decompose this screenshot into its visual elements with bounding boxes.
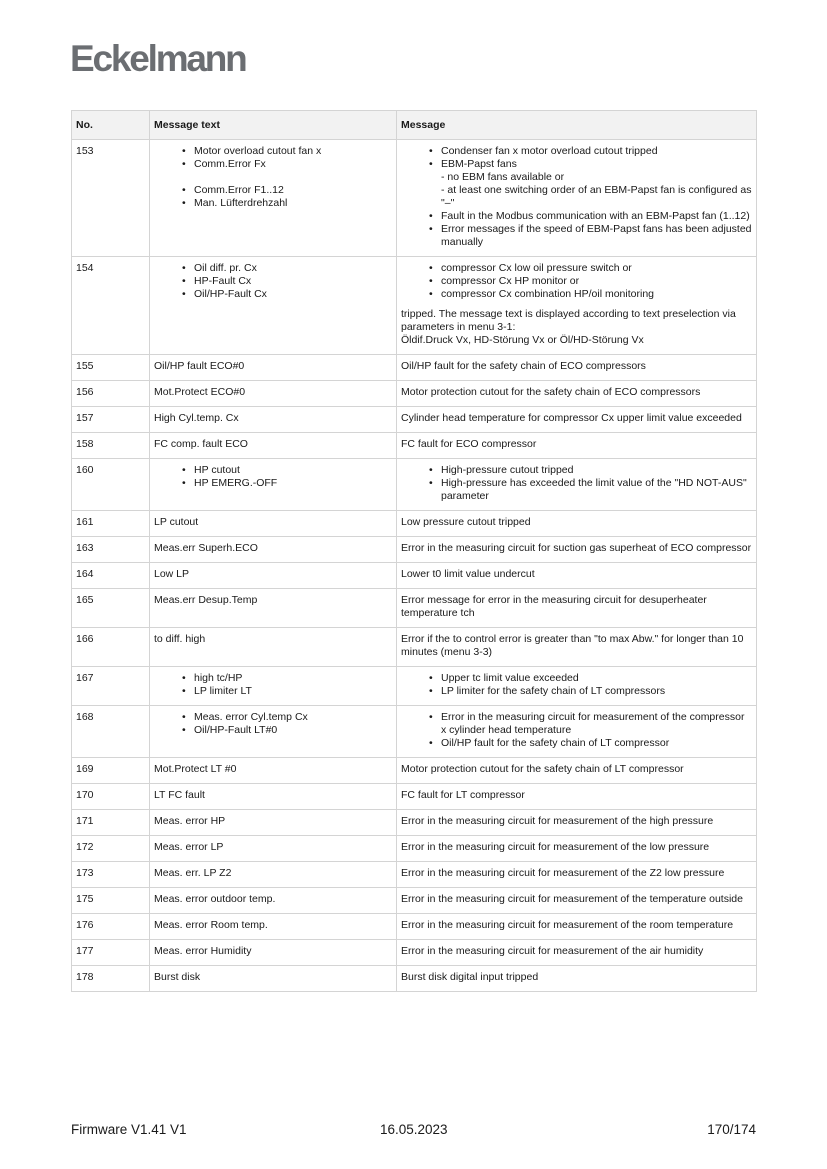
row-message-text: High Cyl.temp. Cx	[150, 407, 397, 433]
row-message-text: Meas. error Humidity	[150, 940, 397, 966]
list-item: • Oil/HP fault for the safety chain of LT compressor	[441, 737, 752, 750]
row-message	[397, 706, 757, 758]
row-message-text: FC comp. fault ECO	[150, 433, 397, 459]
message-note: tripped. The message text is displayed according to text preselection via parameters in menu 3-1:	[401, 308, 736, 333]
row-number: 161	[72, 511, 150, 537]
row-number: 173	[72, 862, 150, 888]
row-number: 176	[72, 914, 150, 940]
row-message: Error in the measuring circuit for measurement of the temperature outside	[397, 888, 757, 914]
table-row	[72, 706, 757, 758]
table-row	[72, 511, 757, 537]
row-message	[397, 459, 757, 511]
list-item: • HP EMERG.-OFF	[194, 477, 392, 490]
row-number: 153	[72, 140, 150, 257]
table-row	[72, 758, 757, 784]
row-number: 175	[72, 888, 150, 914]
row-number: 168	[72, 706, 150, 758]
list-item: • High-pressure has exceeded the limit value of the "HD NOT-AUS" parameter	[441, 477, 752, 503]
header-no: No.	[72, 111, 150, 140]
table-row	[72, 140, 757, 257]
table-row	[72, 784, 757, 810]
footer-firmware: Firmware V1.41 V1	[71, 1122, 187, 1137]
list-item: • compressor Cx combination HP/oil monitoring	[441, 288, 752, 301]
row-message-text	[150, 257, 397, 355]
row-number: 165	[72, 589, 150, 628]
footer-date: 16.05.2023	[380, 1122, 448, 1137]
list-item: • Error in the measuring circuit for measurement of the compressor x cylinder head temperature	[441, 711, 752, 737]
eckelmann-logo: Eckelmann	[70, 38, 246, 79]
list-item: • LP limiter for the safety chain of LT compressors	[441, 685, 752, 698]
row-message	[397, 257, 757, 355]
row-message-text: Meas.err Superh.ECO	[150, 537, 397, 563]
row-message-text: Meas. err. LP Z2	[150, 862, 397, 888]
row-number: 166	[72, 628, 150, 667]
row-message-text: Meas.err Desup.Temp	[150, 589, 397, 628]
table-row	[72, 628, 757, 667]
row-number: 169	[72, 758, 150, 784]
table-header-row	[72, 111, 757, 140]
list-item: • high tc/HP	[194, 672, 392, 685]
row-message-text	[150, 706, 397, 758]
row-message: Error in the measuring circuit for measurement of the Z2 low pressure	[397, 862, 757, 888]
list-item: • Meas. error Cyl.temp Cx	[194, 711, 392, 724]
row-message-text: LT FC fault	[150, 784, 397, 810]
row-message	[397, 140, 757, 257]
list-item-sub: - at least one switching order of an EBM-Papst fan is configured as "–"	[441, 184, 752, 209]
row-number: 164	[72, 563, 150, 589]
row-number: 177	[72, 940, 150, 966]
row-message: Error in the measuring circuit for measurement of the low pressure	[397, 836, 757, 862]
header-message: Message	[397, 111, 757, 140]
message-table	[71, 110, 757, 992]
list-item: • LP limiter LT	[194, 685, 392, 698]
row-message-text: Meas. error HP	[150, 810, 397, 836]
row-message: Lower t0 limit value undercut	[397, 563, 757, 589]
header-message-text: Message text	[150, 111, 397, 140]
row-message: Motor protection cutout for the safety chain of ECO compressors	[397, 381, 757, 407]
list-item: • High-pressure cutout tripped	[441, 464, 752, 477]
table-row	[72, 914, 757, 940]
row-message: Oil/HP fault for the safety chain of ECO compressors	[397, 355, 757, 381]
row-number: 155	[72, 355, 150, 381]
row-message-text: to diff. high	[150, 628, 397, 667]
row-message: Error message for error in the measuring circuit for desuperheater temperature tch	[397, 589, 757, 628]
row-number: 156	[72, 381, 150, 407]
list-item: • Comm.Error Fx	[194, 158, 392, 171]
row-number: 172	[72, 836, 150, 862]
row-message: Burst disk digital input tripped	[397, 966, 757, 992]
table-row	[72, 940, 757, 966]
row-message-text	[150, 459, 397, 511]
row-number: 170	[72, 784, 150, 810]
list-item: • Upper tc limit value exceeded	[441, 672, 752, 685]
list-item: • Oil diff. pr. Cx	[194, 262, 392, 275]
row-message: Error in the measuring circuit for suction gas superheat of ECO compressor	[397, 537, 757, 563]
table-row	[72, 836, 757, 862]
table-row	[72, 563, 757, 589]
table-row	[72, 537, 757, 563]
list-item: • Oil/HP-Fault Cx	[194, 288, 392, 301]
row-message-text: LP cutout	[150, 511, 397, 537]
row-message-text: Meas. error LP	[150, 836, 397, 862]
row-number: 160	[72, 459, 150, 511]
list-item	[441, 158, 752, 210]
list-item: • Man. Lüfterdrehzahl	[194, 197, 392, 210]
table-row	[72, 810, 757, 836]
table-row	[72, 667, 757, 706]
list-item: • Comm.Error F1..12	[194, 184, 392, 197]
row-message: Error in the measuring circuit for measurement of the air humidity	[397, 940, 757, 966]
list-item: • Condenser fan x motor overload cutout tripped	[441, 145, 752, 158]
table-row	[72, 407, 757, 433]
row-message: Error if the to control error is greater than "to max Abw." for longer than 10 minutes (menu 3-3)	[397, 628, 757, 667]
row-message: Cylinder head temperature for compressor Cx upper limit value exceeded	[397, 407, 757, 433]
list-item: • HP cutout	[194, 464, 392, 477]
row-message-text: Mot.Protect ECO#0	[150, 381, 397, 407]
row-message-text	[150, 140, 397, 257]
row-number: 171	[72, 810, 150, 836]
row-message: Error in the measuring circuit for measurement of the room temperature	[397, 914, 757, 940]
row-number: 167	[72, 667, 150, 706]
message-note-text-options: Öldif.Druck Vx, HD-Störung Vx or Öl/HD-Störung Vx	[401, 334, 644, 346]
list-item: • compressor Cx HP monitor or	[441, 275, 752, 288]
table-row	[72, 589, 757, 628]
table-row	[72, 966, 757, 992]
list-item-text: • EBM-Papst fans	[441, 158, 517, 170]
list-item-sub: - no EBM fans available or	[441, 171, 565, 183]
footer-page-number: 170/174	[707, 1122, 756, 1137]
list-item: • Oil/HP-Fault LT#0	[194, 724, 392, 737]
row-number: 158	[72, 433, 150, 459]
list-item: • HP-Fault Cx	[194, 275, 392, 288]
list-item: • Motor overload cutout fan x	[194, 145, 392, 158]
row-message: Low pressure cutout tripped	[397, 511, 757, 537]
row-message-text: Mot.Protect LT #0	[150, 758, 397, 784]
row-message: FC fault for LT compressor	[397, 784, 757, 810]
row-message: Error in the measuring circuit for measurement of the high pressure	[397, 810, 757, 836]
table-row	[72, 459, 757, 511]
list-item: • compressor Cx low oil pressure switch or	[441, 262, 752, 275]
list-item: • Error messages if the speed of EBM-Papst fans has been adjusted manually	[441, 223, 752, 249]
row-message: Motor protection cutout for the safety chain of LT compressor	[397, 758, 757, 784]
row-message	[397, 667, 757, 706]
row-number: 178	[72, 966, 150, 992]
row-message-text	[150, 667, 397, 706]
row-number: 163	[72, 537, 150, 563]
list-item: • Fault in the Modbus communication with an EBM-Papst fan (1..12)	[441, 210, 752, 223]
table-row	[72, 257, 757, 355]
table-row	[72, 433, 757, 459]
table-row	[72, 862, 757, 888]
row-message-text: Burst disk	[150, 966, 397, 992]
row-message-text: Meas. error outdoor temp.	[150, 888, 397, 914]
row-number: 157	[72, 407, 150, 433]
table-row	[72, 381, 757, 407]
row-message: FC fault for ECO compressor	[397, 433, 757, 459]
row-message-text: Meas. error Room temp.	[150, 914, 397, 940]
table-row	[72, 355, 757, 381]
table-row	[72, 888, 757, 914]
row-message-text: Low LP	[150, 563, 397, 589]
row-message-text: Oil/HP fault ECO#0	[150, 355, 397, 381]
row-number: 154	[72, 257, 150, 355]
